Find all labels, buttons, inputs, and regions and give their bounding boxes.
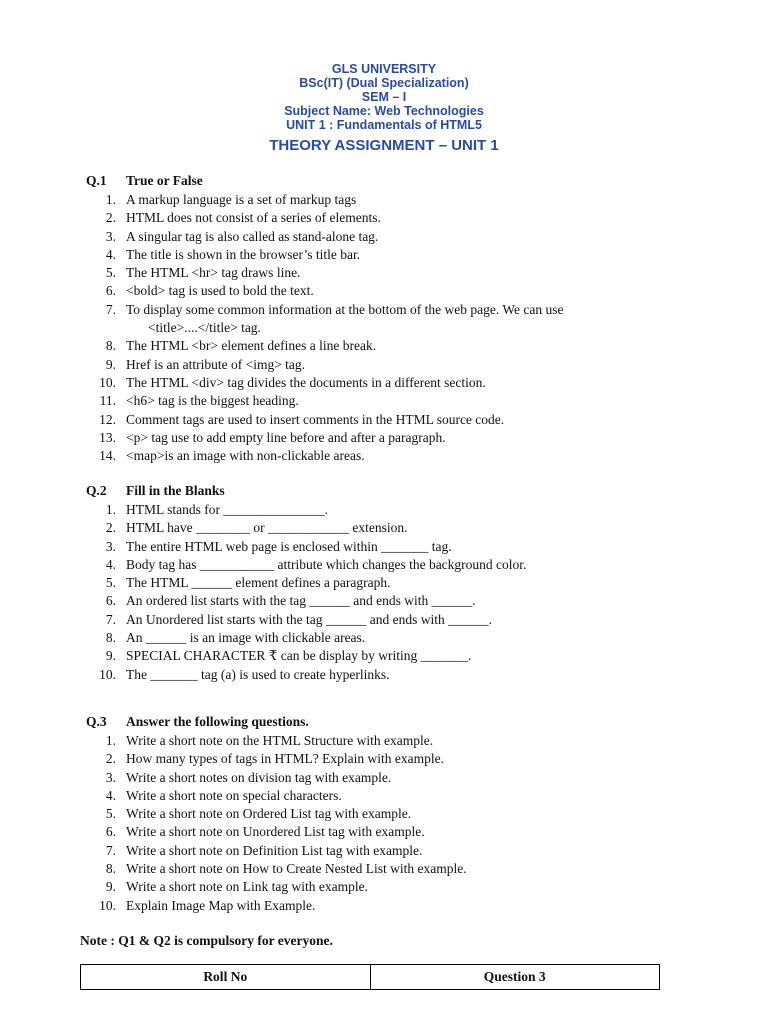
- program-name: BSc(IT) (Dual Specialization): [299, 76, 469, 90]
- item-number: 10.: [99, 897, 116, 913]
- item-text: Body tag has ___________ attribute which changes the background color.: [126, 556, 527, 572]
- item-number: 6.: [105, 824, 116, 840]
- semester: SEM – I: [361, 90, 407, 104]
- question-heading: [0, 173, 768, 191]
- item-text: HTML have ________ or ____________ extension.: [126, 520, 408, 536]
- question-title: True or False: [126, 173, 203, 188]
- list-item: [0, 878, 768, 896]
- item-text: The HTML ______ element defines a paragraph.: [126, 575, 391, 591]
- list-item: [0, 429, 768, 447]
- question-title: Fill in the Blanks: [126, 483, 225, 498]
- section-q1: [0, 173, 768, 465]
- list-item: [0, 647, 768, 665]
- item-number: 6.: [105, 593, 116, 609]
- item-text: Write a short notes on division tag with example.: [126, 769, 392, 785]
- list-item: [0, 556, 768, 574]
- list-item: [0, 282, 768, 300]
- list-item: [0, 209, 768, 227]
- list-item: [0, 666, 768, 684]
- item-number: 2.: [105, 210, 116, 226]
- item-number: 9.: [105, 879, 116, 895]
- list-item: [0, 264, 768, 282]
- item-number: 8.: [105, 861, 116, 877]
- list-item: [0, 501, 768, 519]
- subject-name: Subject Name: Web Technologies: [284, 104, 484, 118]
- item-number: 11.: [99, 393, 116, 409]
- item-number: 3.: [105, 228, 116, 244]
- item-text: The title is shown in the browser’s title bar.: [126, 246, 361, 262]
- item-text: Write a short note on Link tag with example.: [126, 879, 369, 895]
- item-number: 1.: [105, 192, 116, 207]
- list-item: [0, 750, 768, 768]
- list-item: [0, 337, 768, 355]
- assignment-title: THEORY ASSIGNMENT – UNIT 1: [269, 137, 499, 154]
- item-text: HTML does not consist of a series of elements.: [126, 210, 381, 226]
- roll-question-table: [80, 964, 660, 990]
- item-number: 4.: [105, 246, 116, 262]
- list-item: [0, 611, 768, 629]
- compulsory-note: Note : Q1 & Q2 is compulsory for everyone.: [80, 933, 333, 948]
- list-item: [0, 519, 768, 537]
- unit-name: UNIT 1 : Fundamentals of HTML5: [286, 118, 482, 132]
- item-text: The entire HTML web page is enclosed within _______ tag.: [126, 538, 452, 554]
- item-text: HTML stands for _______________.: [126, 502, 328, 517]
- item-text: Write a short note on Definition List tag with example.: [126, 842, 423, 858]
- list-item: [0, 805, 768, 823]
- item-number: 7.: [105, 301, 116, 317]
- item-number: 4.: [105, 556, 116, 572]
- list-item: [0, 301, 768, 338]
- item-number: 8.: [105, 630, 116, 646]
- question-list: [0, 501, 768, 684]
- list-item: [0, 538, 768, 556]
- list-item: [0, 191, 768, 209]
- item-text: SPECIAL CHARACTER ₹ can be display by writing _______.: [126, 648, 472, 664]
- item-number: 10.: [99, 666, 116, 682]
- section-q2: [0, 483, 768, 684]
- item-number: 12.: [99, 411, 116, 427]
- item-number: 1.: [105, 502, 116, 517]
- list-item: [0, 356, 768, 374]
- table-header-question-3: Question 3: [370, 965, 660, 990]
- item-text: The _______ tag (a) is used to create hyperlinks.: [126, 666, 390, 682]
- item-text: A markup language is a set of markup tags: [126, 192, 357, 207]
- list-item: [0, 592, 768, 610]
- table-header-roll-no: Roll No: [81, 965, 371, 990]
- item-text: A singular tag is also called as stand-alone tag.: [126, 228, 379, 244]
- item-number: 6.: [105, 283, 116, 299]
- item-number: 9.: [105, 356, 116, 372]
- item-number: 3.: [105, 538, 116, 554]
- question-number: Q.2: [86, 483, 107, 498]
- item-text: Write a short note on How to Create Nested List with example.: [126, 861, 467, 877]
- list-item: [0, 392, 768, 410]
- question-heading: [0, 714, 768, 732]
- section-q3: [0, 714, 768, 915]
- item-text: An ______ is an image with clickable areas.: [126, 630, 366, 646]
- item-number: 5.: [105, 806, 116, 822]
- item-text: The HTML <div> tag divides the documents in a different section.: [126, 374, 486, 390]
- item-text: <map>is an image with non-clickable areas.: [126, 448, 365, 464]
- item-number: 5.: [105, 265, 116, 281]
- item-number: 10.: [99, 374, 116, 390]
- item-number: 13.: [99, 429, 116, 445]
- list-item: [0, 842, 768, 860]
- table-row: [81, 965, 660, 990]
- list-item: [0, 228, 768, 246]
- item-number: 7.: [105, 611, 116, 627]
- list-item: [0, 860, 768, 878]
- item-number: 2.: [105, 751, 116, 767]
- item-text: Write a short note on Unordered List tag with example.: [126, 824, 425, 840]
- university-name: GLS UNIVERSITY: [331, 62, 437, 76]
- question-number: Q.3: [86, 714, 107, 729]
- item-text: Write a short note on the HTML Structure with example.: [126, 733, 434, 748]
- question-list: [0, 191, 768, 465]
- item-text: <h6> tag is the biggest heading.: [126, 393, 299, 409]
- item-number: 9.: [105, 648, 116, 664]
- question-list: [0, 732, 768, 915]
- item-text: The HTML <hr> tag draws line.: [126, 265, 301, 281]
- list-item: [0, 787, 768, 805]
- question-heading: [0, 483, 768, 501]
- item-text: Write a short note on Ordered List tag with example.: [126, 806, 412, 822]
- item-number: 1.: [105, 733, 116, 748]
- item-number: 14.: [99, 448, 116, 464]
- question-number: Q.1: [86, 173, 107, 188]
- item-text: <bold> tag is used to bold the text.: [126, 283, 314, 299]
- item-text-continued: <title>....</title> tag.: [148, 320, 261, 336]
- list-item: [0, 732, 768, 750]
- list-item: [0, 897, 768, 915]
- item-text: The HTML <br> element defines a line break.: [126, 338, 377, 354]
- list-item: [0, 823, 768, 841]
- item-text: Explain Image Map with Example.: [126, 897, 316, 913]
- item-text: Comment tags are used to insert comments in the HTML source code.: [126, 411, 505, 427]
- list-item: [0, 769, 768, 787]
- item-text: Write a short note on special characters.: [126, 787, 342, 803]
- list-item: [0, 574, 768, 592]
- item-number: 5.: [105, 575, 116, 591]
- item-number: 7.: [105, 842, 116, 858]
- document-header: [0, 62, 768, 156]
- item-number: 4.: [105, 787, 116, 803]
- list-item: [0, 246, 768, 264]
- list-item: [0, 629, 768, 647]
- list-item: [0, 374, 768, 392]
- item-number: 2.: [105, 520, 116, 536]
- item-number: 3.: [105, 769, 116, 785]
- item-text: How many types of tags in HTML? Explain with example.: [126, 751, 444, 767]
- item-text: An Unordered list starts with the tag ______ and ends with ______.: [126, 611, 492, 627]
- list-item: [0, 411, 768, 429]
- list-item: [0, 447, 768, 465]
- item-text: An ordered list starts with the tag ______ and ends with ______.: [126, 593, 476, 609]
- item-text: <p> tag use to add empty line before and after a paragraph.: [126, 429, 446, 445]
- item-text: To display some common information at the bottom of the web page. We can use: [126, 301, 564, 317]
- item-text: Href is an attribute of <img> tag.: [126, 356, 306, 372]
- question-title: Answer the following questions.: [126, 714, 309, 729]
- item-number: 8.: [105, 338, 116, 354]
